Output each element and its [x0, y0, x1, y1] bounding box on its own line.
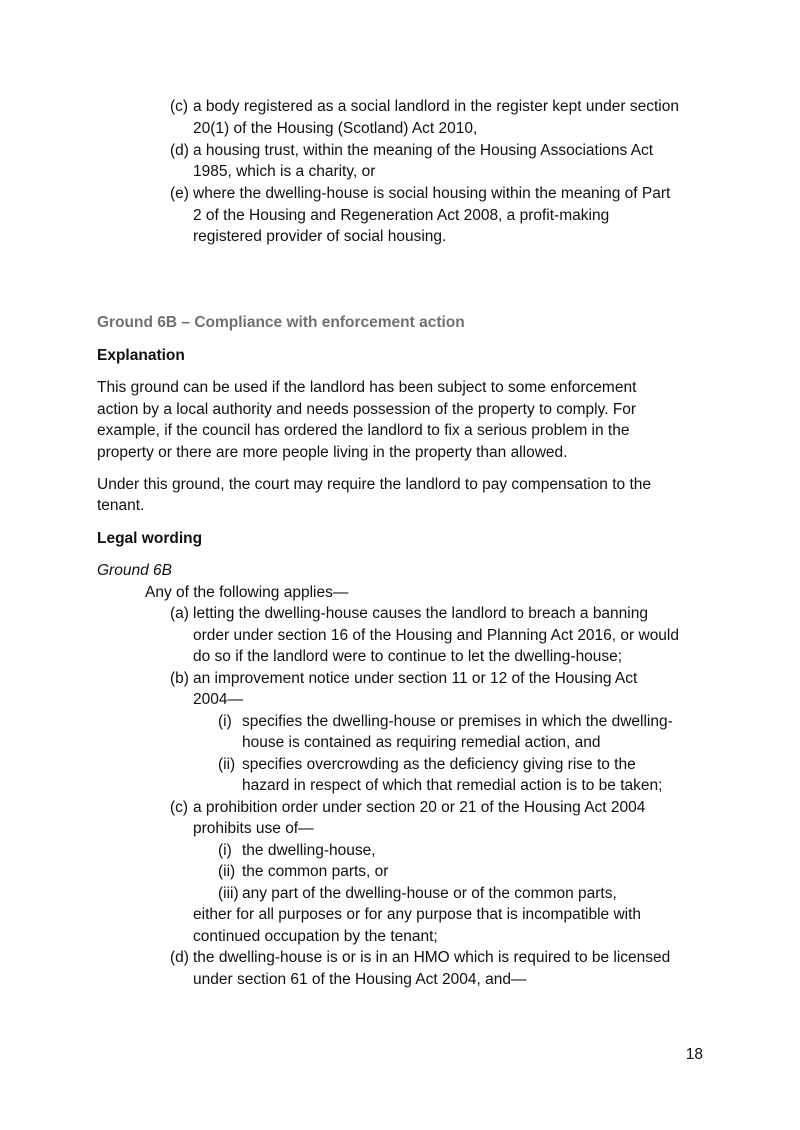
list-item-e: (e) where the dwelling-house is social housing within the meaning of Part [170, 185, 671, 202]
legal-wording-heading: Legal wording [97, 530, 203, 547]
legal-item-c: (c) a prohibition order under section 20 or 21 of the Housing Act 2004 [170, 799, 646, 816]
legal-item-text: do so if the landlord were to continue to let the dwelling-house; [193, 648, 623, 665]
legal-item-b: (b) an improvement notice under section 11 or 12 of the Housing Act [170, 670, 638, 687]
legal-item-a: (a) letting the dwelling-house causes the landlord to breach a banning [170, 605, 648, 622]
legal-subitem-c-iii: (iii) any part of the dwelling-house or of the common parts, [218, 885, 617, 902]
list-item-c: (c) a body registered as a social landlord in the register kept under section [170, 98, 679, 115]
ground-intro: Any of the following applies— [145, 584, 349, 601]
list-item-text: 2 of the Housing and Regeneration Act 2008, a profit-making [193, 207, 610, 224]
page-number: 18 [685, 1046, 703, 1063]
legal-subitem-text: hazard in respect of which that remedial action is to be taken; [242, 777, 663, 794]
legal-subitem-c-ii: (ii) the common parts, or [218, 863, 389, 880]
list-item-text: 20(1) of the Housing (Scotland) Act 2010, [193, 120, 478, 137]
explanation-heading: Explanation [97, 347, 185, 364]
legal-item-d: (d) the dwelling-house is or is in an HMO which is required to be licensed [170, 949, 671, 966]
list-item-text: registered provider of social housing. [193, 228, 447, 245]
legal-subitem-text: house is contained as requiring remedial action, and [242, 734, 601, 751]
legal-subitem-b-i: (i) specifies the dwelling-house or premises in which the dwelling- [218, 713, 673, 730]
legal-item-text: order under section 16 of the Housing and Planning Act 2016, or would [193, 627, 679, 644]
legal-item-text: prohibits use of— [193, 820, 314, 837]
section-heading: Ground 6B – Compliance with enforcement action [97, 314, 465, 331]
list-item-d: (d) a housing trust, within the meaning of the Housing Associations Act [170, 142, 654, 159]
legal-item-text: either for all purposes or for any purpose that is incompatible with [193, 906, 642, 923]
document-page: (c) a body registered as a social landlord in the register kept under section 20(1) of the Housing (Scotland) Act 2010, (d) a housing trust, within the meaning of the Housing Associations Act 1985, which is a charity, or (e) where the dwelling-house is social housing within the meaning of Part 2 of the Housing and Regeneration Act 2008, a profit-making registered provider of social housing. Ground 6B – Compliance with enforcement action Explanation This ground can be used if the landlord has been subject to some enforcement action by a local authority and needs possession of the property to comply. For example, if the council has ordered the landlord to fix a serious problem in the property or there are more people living in the property than allowed. Under this ground, the court may require the landlord to pay compensation to the tenant. Legal wording Ground 6B Any of the following applies— (a) letting the dwelling-house causes the landlord to breach a banning order under section 16 of the Housing and Planning Act 2016, or would do so if the landlord were to continue to let the dwelling-house; (b) an improvement notice under section 11 or 12 of the Housing Act 2004— (i) specifies the dwelling-house or premises in which the dwelling- house is contained as requiring remedial action, and (ii) specifies overcrowding as the deficiency giving rise to the hazard in respect of which that remedial action is to be taken; (c) a prohibition order under section 20 or 21 of the Housing Act 2004 prohibits use of— (i) the dwelling-house, (ii) the common parts, or (iii) any part of the dwelling-house or of the common parts, either for all purposes or for any purpose that is incompatible with continued occupation by the tenant; (d) the dwelling-house is or is in an HMO which is required to be licensed under section 61 of the Housing Act 2004, and— 18 [97, 98, 703, 1063]
legal-subitem-c-i: (i) the dwelling-house, [218, 842, 376, 859]
ground-title: Ground 6B [97, 562, 172, 579]
legal-item-text: 2004— [193, 691, 243, 708]
legal-item-text: under section 61 of the Housing Act 2004, and— [193, 971, 527, 988]
legal-subitem-b-ii: (ii) specifies overcrowding as the deficiency giving rise to the [218, 756, 636, 773]
legal-item-text: continued occupation by the tenant; [193, 928, 438, 945]
list-item-text: 1985, which is a charity, or [193, 163, 376, 180]
